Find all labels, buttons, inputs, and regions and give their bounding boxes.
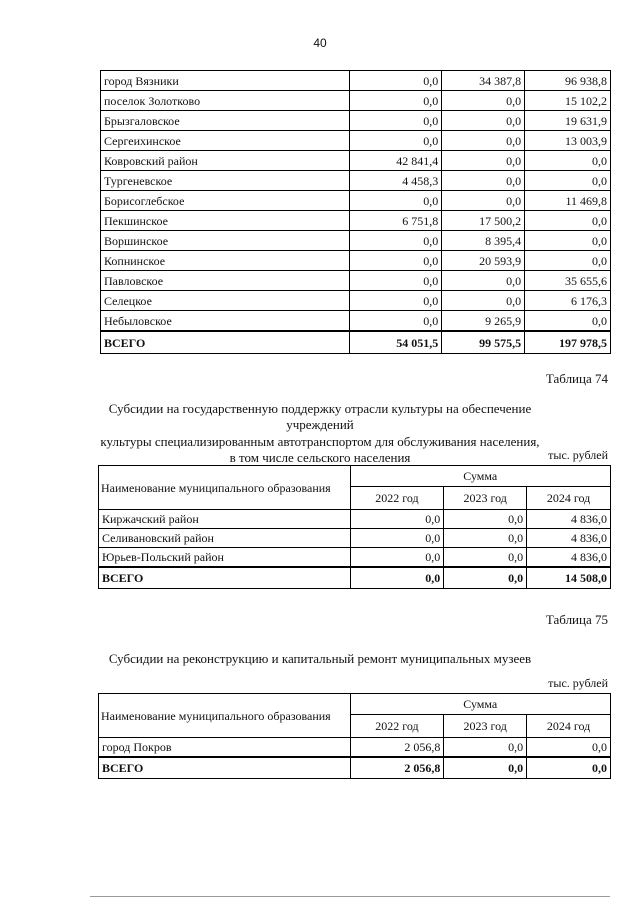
table-74-cell-name: Киржачский район bbox=[99, 510, 351, 529]
continuation-row bbox=[101, 151, 611, 171]
continuation-cell-value-2023: 9 265,9 bbox=[442, 311, 525, 332]
continuation-row bbox=[101, 231, 611, 251]
continuation-cell-value-2022: 0,0 bbox=[350, 91, 442, 111]
continuation-cell-name: Копнинское bbox=[101, 251, 350, 271]
table-74-cell-value-2022: 0,0 bbox=[350, 548, 444, 568]
table-74-row bbox=[99, 548, 611, 568]
continuation-cell-value-2023: 0,0 bbox=[442, 111, 525, 131]
continuation-cell-value-2023: 0,0 bbox=[442, 91, 525, 111]
continuation-cell-name: Ковровский район bbox=[101, 151, 350, 171]
continuation-cell-value-2022: 4 458,3 bbox=[350, 171, 442, 191]
continuation-cell-name: Брызгаловское bbox=[101, 111, 350, 131]
continuation-cell-value-2022: 0,0 bbox=[350, 231, 442, 251]
table-74-row bbox=[99, 529, 611, 548]
continuation-row bbox=[101, 211, 611, 231]
continuation-total-value-2024: 197 978,5 bbox=[525, 331, 611, 354]
continuation-cell-name: Селецкое bbox=[101, 291, 350, 311]
continuation-cell-value-2024: 11 469,8 bbox=[525, 191, 611, 211]
continuation-cell-value-2023: 0,0 bbox=[442, 171, 525, 191]
continuation-cell-value-2022: 0,0 bbox=[350, 311, 442, 332]
table-74-units: тыс. рублей bbox=[548, 448, 608, 462]
continuation-cell-value-2023: 17 500,2 bbox=[442, 211, 525, 231]
continuation-row bbox=[101, 171, 611, 191]
table-75-total-value-2022: 2 056,8 bbox=[350, 757, 444, 779]
continuation-cell-value-2023: 0,0 bbox=[442, 131, 525, 151]
continuation-cell-value-2024: 0,0 bbox=[525, 311, 611, 332]
continuation-cell-value-2022: 0,0 bbox=[350, 271, 442, 291]
continuation-cell-name: Пекшинское bbox=[101, 211, 350, 231]
table-74-cell-name: Юрьев-Польский район bbox=[99, 548, 351, 568]
table-75-year-2022: 2022 год bbox=[350, 715, 444, 738]
table-75-header-name: Наименование муниципального образования bbox=[99, 694, 351, 738]
table-75-cell-name: город Покров bbox=[99, 738, 351, 758]
table-74-cell-value-2022: 0,0 bbox=[350, 510, 444, 529]
table-74-cell-value-2023: 0,0 bbox=[444, 529, 527, 548]
table-74-cell-value-2022: 0,0 bbox=[350, 529, 444, 548]
page-bottom-rule bbox=[90, 896, 610, 897]
continuation-total-value-2022: 54 051,5 bbox=[350, 331, 442, 354]
continuation-row bbox=[101, 71, 611, 91]
table-74-cell-value-2024: 4 836,0 bbox=[527, 510, 611, 529]
continuation-cell-value-2023: 8 395,4 bbox=[442, 231, 525, 251]
table-74-cell-name: Селивановский район bbox=[99, 529, 351, 548]
table-75-caption: Таблица 75 bbox=[545, 612, 608, 627]
continuation-cell-name: Павловское bbox=[101, 271, 350, 291]
continuation-cell-name: Сергеихинское bbox=[101, 131, 350, 151]
table-75-total-value-2024: 0,0 bbox=[527, 757, 611, 779]
continuation-cell-value-2022: 42 841,4 bbox=[350, 151, 442, 171]
page-number: 40 bbox=[313, 36, 327, 50]
table-74-title-line-1: Субсидии на государственную поддержку отрасли культуры на обеспечение учреждений bbox=[108, 401, 532, 433]
continuation-cell-value-2024: 0,0 bbox=[525, 171, 611, 191]
continuation-cell-value-2024: 13 003,9 bbox=[525, 131, 611, 151]
continuation-total-value-2023: 99 575,5 bbox=[442, 331, 525, 354]
table-74-header-row bbox=[99, 466, 611, 487]
table-74 bbox=[98, 465, 611, 589]
continuation-table-body bbox=[101, 71, 611, 354]
continuation-cell-value-2023: 34 387,8 bbox=[442, 71, 525, 91]
table-74-title-line-2: культуры специализированным автотранспортом для обслуживания населения, bbox=[100, 433, 540, 449]
table-75-body bbox=[99, 738, 611, 779]
table-74-cell-value-2024: 4 836,0 bbox=[527, 548, 611, 568]
continuation-cell-value-2022: 6 751,8 bbox=[350, 211, 442, 231]
continuation-cell-name: Борисоглебское bbox=[101, 191, 350, 211]
continuation-cell-value-2022: 0,0 bbox=[350, 191, 442, 211]
table-75-title: Субсидии на реконструкцию и капитальный ремонт муниципальных музеев bbox=[108, 651, 532, 666]
table-74-title-line-3: в том числе сельского населения bbox=[229, 449, 411, 465]
continuation-cell-name: Тургеневское bbox=[101, 171, 350, 191]
continuation-cell-name: город Вязники bbox=[101, 71, 350, 91]
continuation-cell-value-2024: 0,0 bbox=[525, 211, 611, 231]
continuation-row bbox=[101, 191, 611, 211]
table-75-cell-value-2022: 2 056,8 bbox=[350, 738, 444, 758]
table-74-cell-value-2023: 0,0 bbox=[444, 548, 527, 568]
continuation-cell-name: Небыловское bbox=[101, 311, 350, 332]
table-74-cell-value-2024: 4 836,0 bbox=[527, 529, 611, 548]
continuation-cell-value-2024: 0,0 bbox=[525, 151, 611, 171]
table-75-total-value-2023: 0,0 bbox=[444, 757, 527, 779]
continuation-cell-name: поселок Золотково bbox=[101, 91, 350, 111]
table-75-year-2023: 2023 год bbox=[444, 715, 527, 738]
continuation-cell-value-2023: 0,0 bbox=[442, 191, 525, 211]
continuation-row bbox=[101, 91, 611, 111]
table-74-year-2023: 2023 год bbox=[444, 487, 527, 510]
table-75-row bbox=[99, 738, 611, 758]
continuation-cell-value-2022: 0,0 bbox=[350, 291, 442, 311]
table-75-header-sum: Сумма bbox=[350, 694, 611, 715]
table-75 bbox=[98, 693, 611, 779]
table-74-year-2024: 2024 год bbox=[527, 487, 611, 510]
table-74-caption: Таблица 74 bbox=[545, 371, 608, 386]
table-74-header-sum: Сумма bbox=[350, 466, 611, 487]
continuation-cell-value-2024: 19 631,9 bbox=[525, 111, 611, 131]
table-74-title bbox=[80, 401, 560, 466]
table-74-total-name: ВСЕГО bbox=[99, 567, 351, 589]
table-75-cell-value-2023: 0,0 bbox=[444, 738, 527, 758]
table-74-total-value-2022: 0,0 bbox=[350, 567, 444, 589]
continuation-cell-value-2022: 0,0 bbox=[350, 111, 442, 131]
continuation-row bbox=[101, 251, 611, 271]
continuation-row bbox=[101, 131, 611, 151]
continuation-cell-value-2022: 0,0 bbox=[350, 131, 442, 151]
table-75-header-row bbox=[99, 694, 611, 715]
continuation-cell-value-2022: 0,0 bbox=[350, 71, 442, 91]
table-75-total-name: ВСЕГО bbox=[99, 757, 351, 779]
continuation-row bbox=[101, 111, 611, 131]
continuation-cell-value-2024: 35 655,6 bbox=[525, 271, 611, 291]
table-74-year-2022: 2022 год bbox=[350, 487, 444, 510]
table-74-cell-value-2023: 0,0 bbox=[444, 510, 527, 529]
continuation-row bbox=[101, 291, 611, 311]
continuation-cell-value-2024: 96 938,8 bbox=[525, 71, 611, 91]
table-75-cell-value-2024: 0,0 bbox=[527, 738, 611, 758]
table-74-body bbox=[99, 510, 611, 589]
table-75-units: тыс. рублей bbox=[548, 676, 608, 690]
continuation-cell-value-2024: 0,0 bbox=[525, 231, 611, 251]
continuation-cell-value-2024: 6 176,3 bbox=[525, 291, 611, 311]
table-74-header-name: Наименование муниципального образования bbox=[99, 466, 351, 510]
table-74-total-value-2024: 14 508,0 bbox=[527, 567, 611, 589]
table-75-total-row bbox=[99, 757, 611, 779]
continuation-cell-value-2022: 0,0 bbox=[350, 251, 442, 271]
continuation-cell-value-2024: 0,0 bbox=[525, 251, 611, 271]
continuation-cell-value-2024: 15 102,2 bbox=[525, 91, 611, 111]
continuation-row bbox=[101, 271, 611, 291]
continuation-cell-value-2023: 0,0 bbox=[442, 151, 525, 171]
continuation-total-row bbox=[101, 331, 611, 354]
continuation-cell-value-2023: 0,0 bbox=[442, 291, 525, 311]
subsidy-table-continuation bbox=[100, 70, 611, 354]
table-75-year-2024: 2024 год bbox=[527, 715, 611, 738]
table-74-total-value-2023: 0,0 bbox=[444, 567, 527, 589]
continuation-cell-value-2023: 0,0 bbox=[442, 271, 525, 291]
continuation-cell-name: Воршинское bbox=[101, 231, 350, 251]
table-74-row bbox=[99, 510, 611, 529]
continuation-cell-value-2023: 20 593,9 bbox=[442, 251, 525, 271]
continuation-row bbox=[101, 311, 611, 332]
continuation-total-name: ВСЕГО bbox=[101, 331, 350, 354]
table-74-total-row bbox=[99, 567, 611, 589]
